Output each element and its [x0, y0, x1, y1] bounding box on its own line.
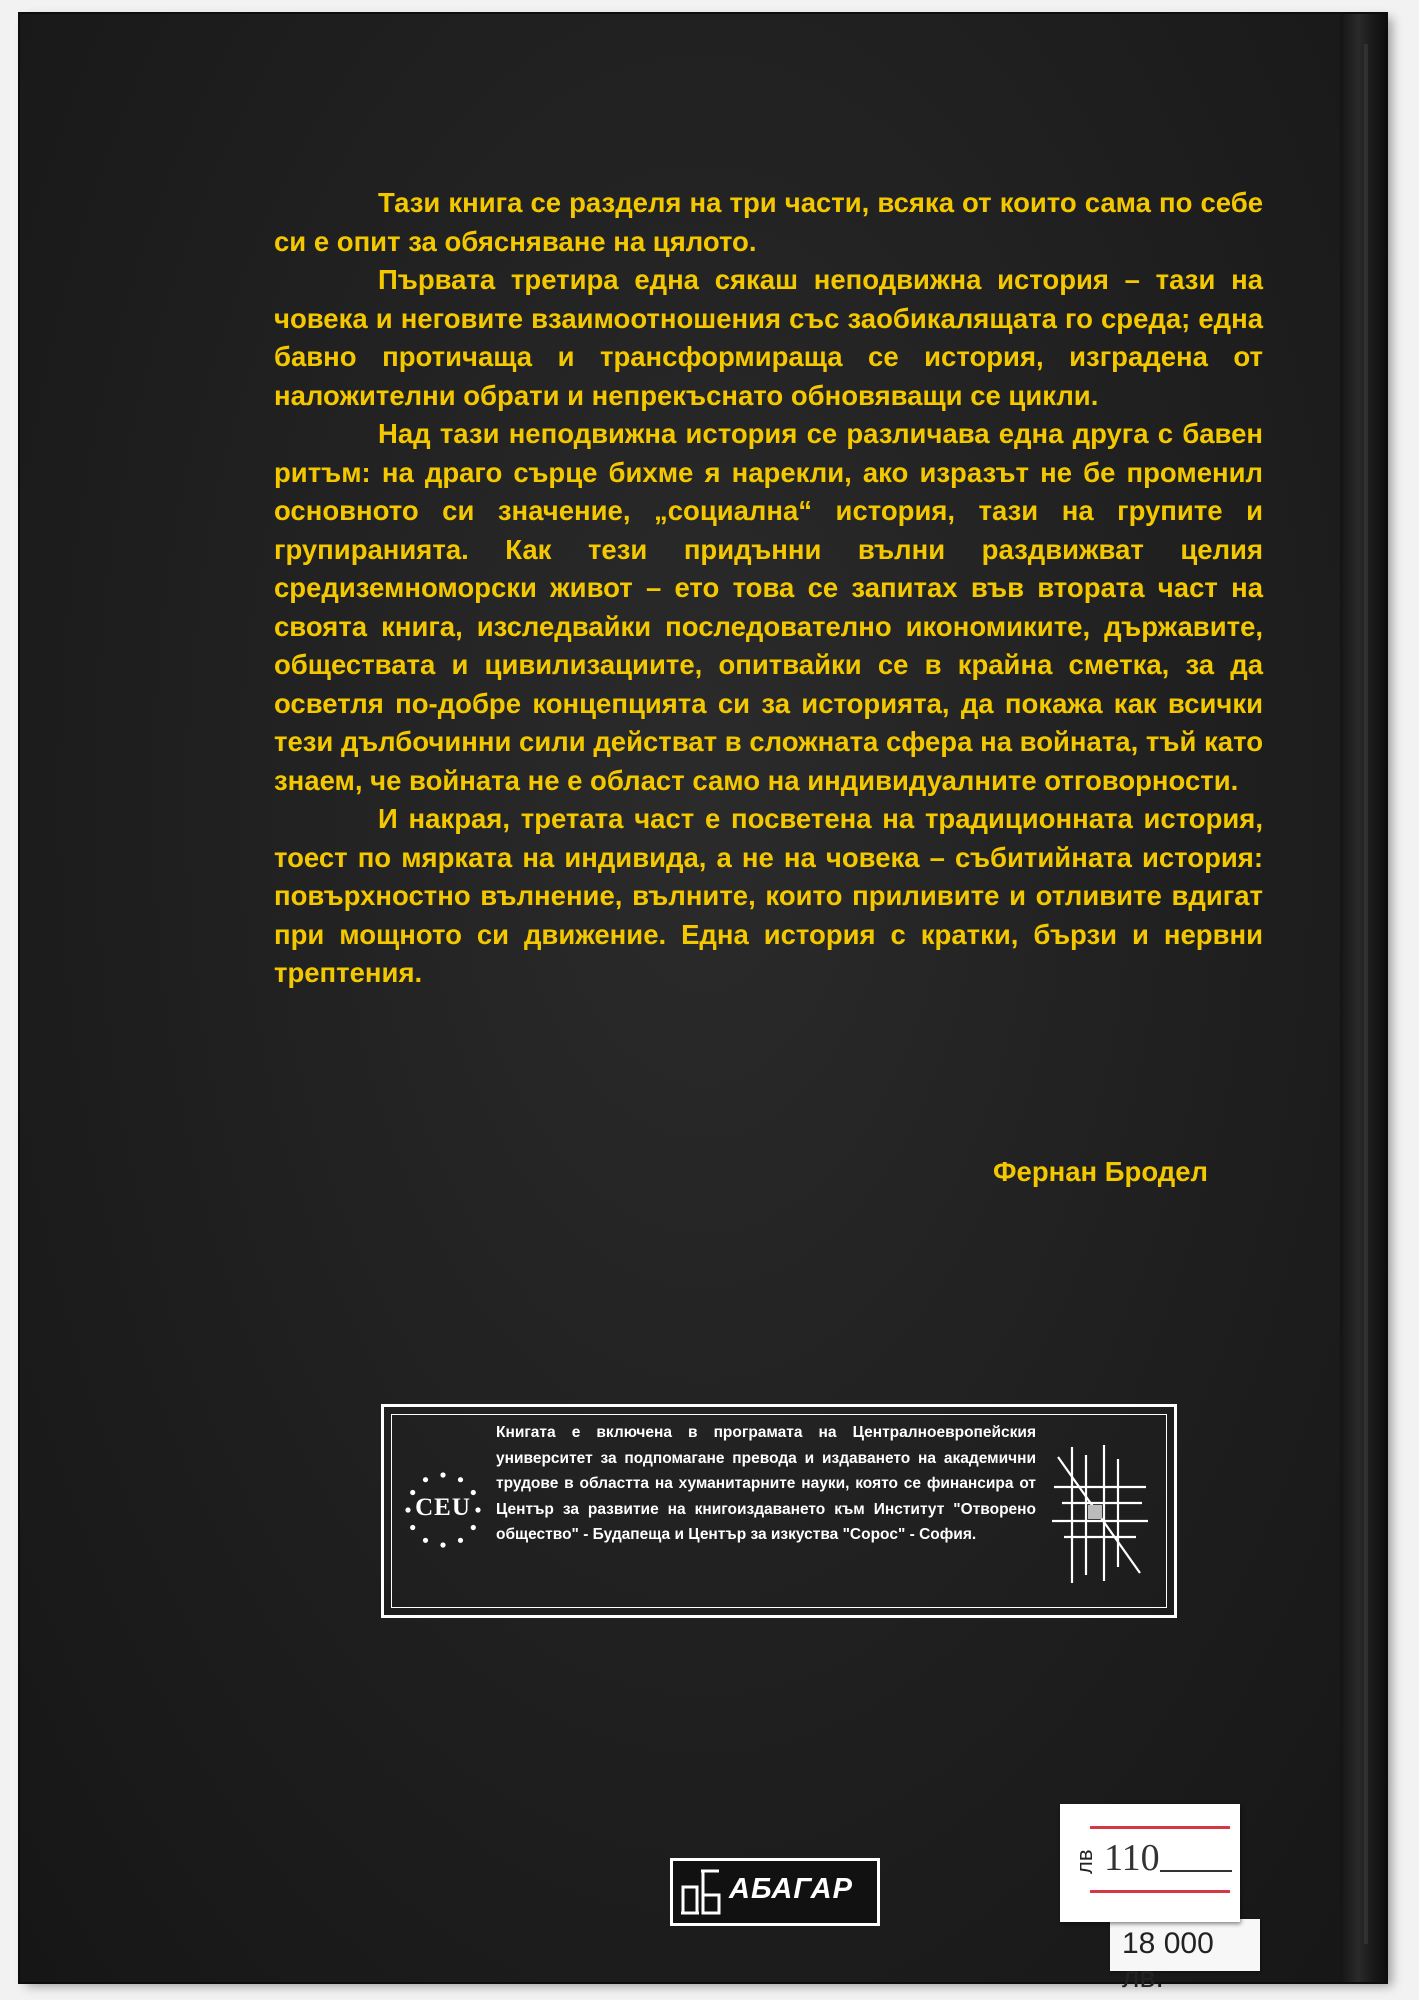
- paragraph-2: Първата третира една сякаш неподвижна история – тази на човека и неговите взаимоотношения със заобикалящата го среда; една бавно протичаща и трансформираща се история, изградена от наложителни обрати и непрекъснато обновяващи се цикли.: [274, 264, 1263, 411]
- sticker-red-line-bottom: [1090, 1890, 1230, 1893]
- paragraph-3: Над тази неподвижна история се различава една друга с бавен ритъм: на драго сърце бихме я нарекли, ако изразът не бе променил основното си значение, „социална“ история, тази на групите и групиранията. Как тези придънни вълни раздвижват целия средиземноморски живот – ето това се запитах във втората част на своята книга, изследвайки последователно икономиките, държавите, обществата и цивилизациите, опитвайки се в крайна сметка, за да осветля по-добре концепцията си за историята, да покажа как всички тези дълбочинни сили действат в сложната сфера на войната, тъй като знаем, че войната не е област само на индивидуалните отговорности.: [274, 418, 1263, 796]
- spine-highlight: [1364, 44, 1368, 1944]
- ceu-logo: [402, 1469, 484, 1551]
- book-back-cover: [20, 14, 1386, 1994]
- paragraph-1: Тази книга се разделя на три части, всяка от които сама по себе си е опит за обясняване на цялото.: [274, 187, 1263, 257]
- program-info-text: Книгата е включена в програмата на Централноевропейския университет за подпомагане превода и издаването на академични трудове в областта на хуманитарните науки, която се финансира от Център за развитие на книгоиздаването към Институт "Отворено общество" - Будапеща и Център за изкуства "Сорос" - София.: [496, 1424, 1036, 1543]
- ceu-logo-label: CEU: [415, 1494, 471, 1521]
- new-price-sticker: [1060, 1804, 1240, 1922]
- program-info-box: [381, 1404, 1177, 1618]
- old-price-sticker: [1110, 1919, 1260, 1994]
- paragraph-4: И накрая, третата част е посветена на традиционната история, тоест по мярката на индивида, а не на човека – събитийната история: повърхностно вълнение, вълните, които приливите и отливите вдигат при мощното си движение. Една история с кратки, бързи и нервни трептения.: [274, 803, 1263, 988]
- price-unit: лв: [1072, 1849, 1097, 1874]
- grid-cross-logo-icon: [1052, 1445, 1148, 1585]
- grid-logo: [1052, 1445, 1148, 1585]
- publisher-logo: [670, 1858, 880, 1926]
- price-value: 110: [1104, 1837, 1160, 1879]
- cover-body-text: [274, 184, 1263, 993]
- author-name: Фернан Бродел: [993, 1156, 1208, 1187]
- old-price-text: 18 000 лв.: [1122, 1927, 1214, 1994]
- book-spine-edge: [1340, 14, 1386, 1982]
- price-scribble: [1160, 1870, 1232, 1872]
- publisher-name: АБАГАР: [729, 1873, 853, 1905]
- abagar-logo-icon: [679, 1867, 723, 1917]
- sticker-red-line-top: [1090, 1826, 1230, 1829]
